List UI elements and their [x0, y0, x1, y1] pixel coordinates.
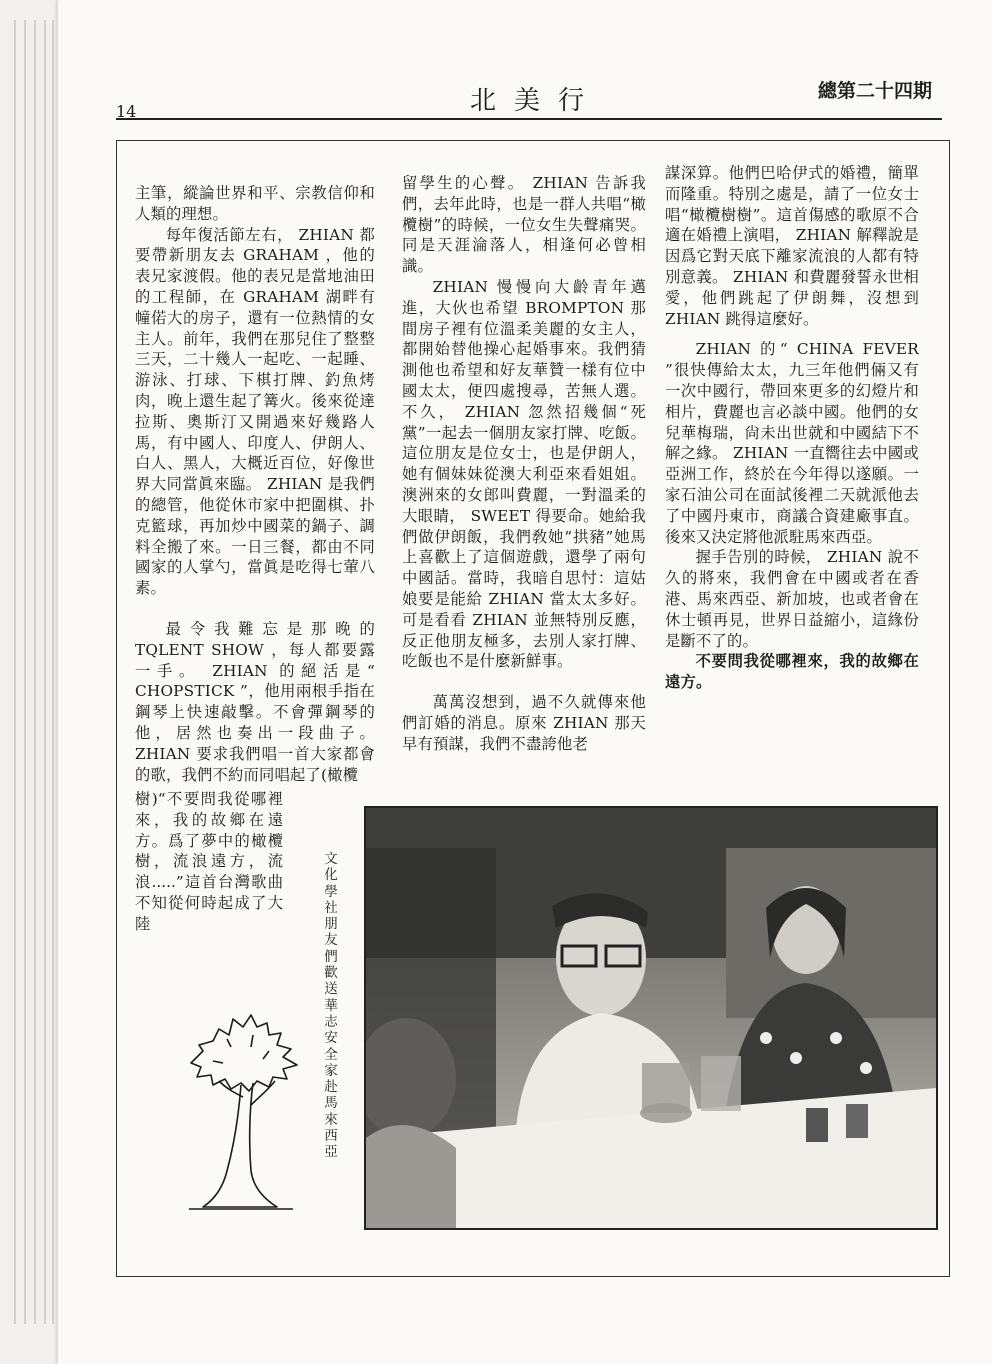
article-column-1 — [135, 183, 375, 785]
article-column-2 — [402, 173, 646, 755]
paragraph: 留學生的心聲。 ZHIAN 告訴我們，去年此時，也是一群人共唱“橄欖樹”的時候，一位女生失聲痛哭。同是天涯淪落人，相逢何必曾相識。 — [402, 174, 646, 276]
article-column-1-continued — [135, 789, 283, 935]
closing-line: 不要問我從哪裡來，我的故鄉在遠方。 — [665, 652, 919, 692]
paragraph: 主筆，縱論世界和平、宗教信仰和人類的理想。 — [135, 184, 375, 223]
paragraph: ZHIAN 的“ CHINA FEVER ”很快傳給太太，九三年他們倆又有一次中國行，帶回來更多的幻燈片和相片，費麗也言必談中國。他們的女兒華梅瑞，尙未出世就和中國結下不解之緣。 ZHIAN 一直嚮往去中國或亞洲工作，終於在今年得以遂願。一家石油公司在面試後裡二天就派他去了中國丹東市，商議合資建廠事直。後來又決定將他派駐馬來西亞。 — [665, 340, 919, 546]
paragraph: 樹)“不要問我從哪裡來，我的故鄉在遠方。爲了夢中的橄欖樹，流浪遠方，流浪.....”這首台灣歌曲不知從何時起成了大陸 — [135, 790, 283, 933]
header-rule — [116, 118, 942, 120]
photo-caption: 文化學社朋友們歡送華志安全家赴馬來西亞 — [324, 851, 338, 1161]
paragraph: 握手告別的時候， ZHIAN 說不久的將來，我們會在中國或者在香港、馬來西亞、新加坡，也或者會在休士頓再見，世界日益縮小，這緣份是斷不了的。 — [665, 548, 919, 650]
tree-illustration — [169, 1001, 309, 1216]
paragraph: 萬萬沒想到，過不久就傳來他們訂婚的消息。原來 ZHIAN 那天早有預謀，我們不盡誇他老 — [402, 693, 646, 753]
paragraph: 每年復活節左右， ZHIAN 都要帶新朋友去 GRAHAM ，他的表兄家渡假。他的表兄是當地油田的工程師，在 GRAHAM 湖畔有幢偌大的房子，還有一位熱情的女主人。前年，我們在那兒住了整整三天，二十幾人一起吃、一起睡、游泳、打球、下棋打牌、釣魚烤肉，晚上還生起了篝火。後來從達拉斯、奧斯汀又開過來好幾路人馬，有中國人、印度人、伊朗人、白人、黑人，大概近百位，好像世界大同當眞來臨。 ZHIAN 是我們的總管，他從休市家中把圍棋、扑克籃球，再加炒中國菜的鍋子、調料全搬了來。一日三餐，都由不同國家的人掌勺，當眞是吃得七葷八素。 — [135, 225, 375, 598]
paragraph: ZHIAN 慢慢向大齡青年邁進，大伙也希望 BROMPTON 那間房子裡有位溫柔美麗的女主人，都開始替他操心起婚事來。我們猜測他也希望和好友華贊一樣有位中國太太，便四處搜尋，苦無人選。不久， ZHIAN 忽然招幾個“死黨”一起去一個朋友家打牌、吃飯。這位朋友是位女士，也是伊朗人，她有個妹妹從澳大利亞來看姐姐。澳洲來的女郎叫費麗，一對溫柔的大眼睛， SWEET 得要命。她給我們做伊朗飯，我們敎她“拱豬”她馬上喜歡上了這個遊戲，還學了兩句中國話。當時，我暗自思忖：這姑娘要是能給 ZHIAN 當太太多好。可是看看 ZHIAN 並無特別反應，反正他朋友極多，去別人家打牌、吃飯也不是什麼新鮮事。 — [402, 277, 646, 671]
article-column-3 — [665, 163, 919, 693]
magazine-title: 北美行 — [470, 86, 603, 116]
photo-image — [366, 808, 936, 1228]
page-number: 14 — [116, 102, 137, 121]
issue-number: 總第二十四期 — [817, 80, 932, 102]
paragraph: 最令我難忘是那晚的 TQLENT SHOW ，每人都要露一手。 ZHIAN 的絕活是“ CHOPSTICK ”，他用兩根手指在鋼琴上快速敲擊。不會彈鋼琴的他，居然也奏出一段曲子。 ZHIAN 要求我們唱一首大家都會的歌，我們不約而同唱起了(橄欖 — [135, 619, 375, 784]
farewell-dinner-photo — [364, 806, 938, 1230]
magazine-page — [58, 0, 992, 1364]
paragraph: 謀深算。他們巴哈伊式的婚禮，簡單而隆重。特別之處是，請了一位女士唱“橄欖樹樹”。這首傷感的歌原不合適在婚禮上演唱， ZHIAN 解釋說是因爲它對天底下離家流浪的人都有特別意義。 ZHIAN 和費麗發誓永世相愛，他們跳起了伊朗舞，沒想到 ZHIAN 跳得這麼好。 — [665, 164, 919, 328]
article-frame — [116, 140, 950, 1277]
page-header — [58, 62, 992, 121]
